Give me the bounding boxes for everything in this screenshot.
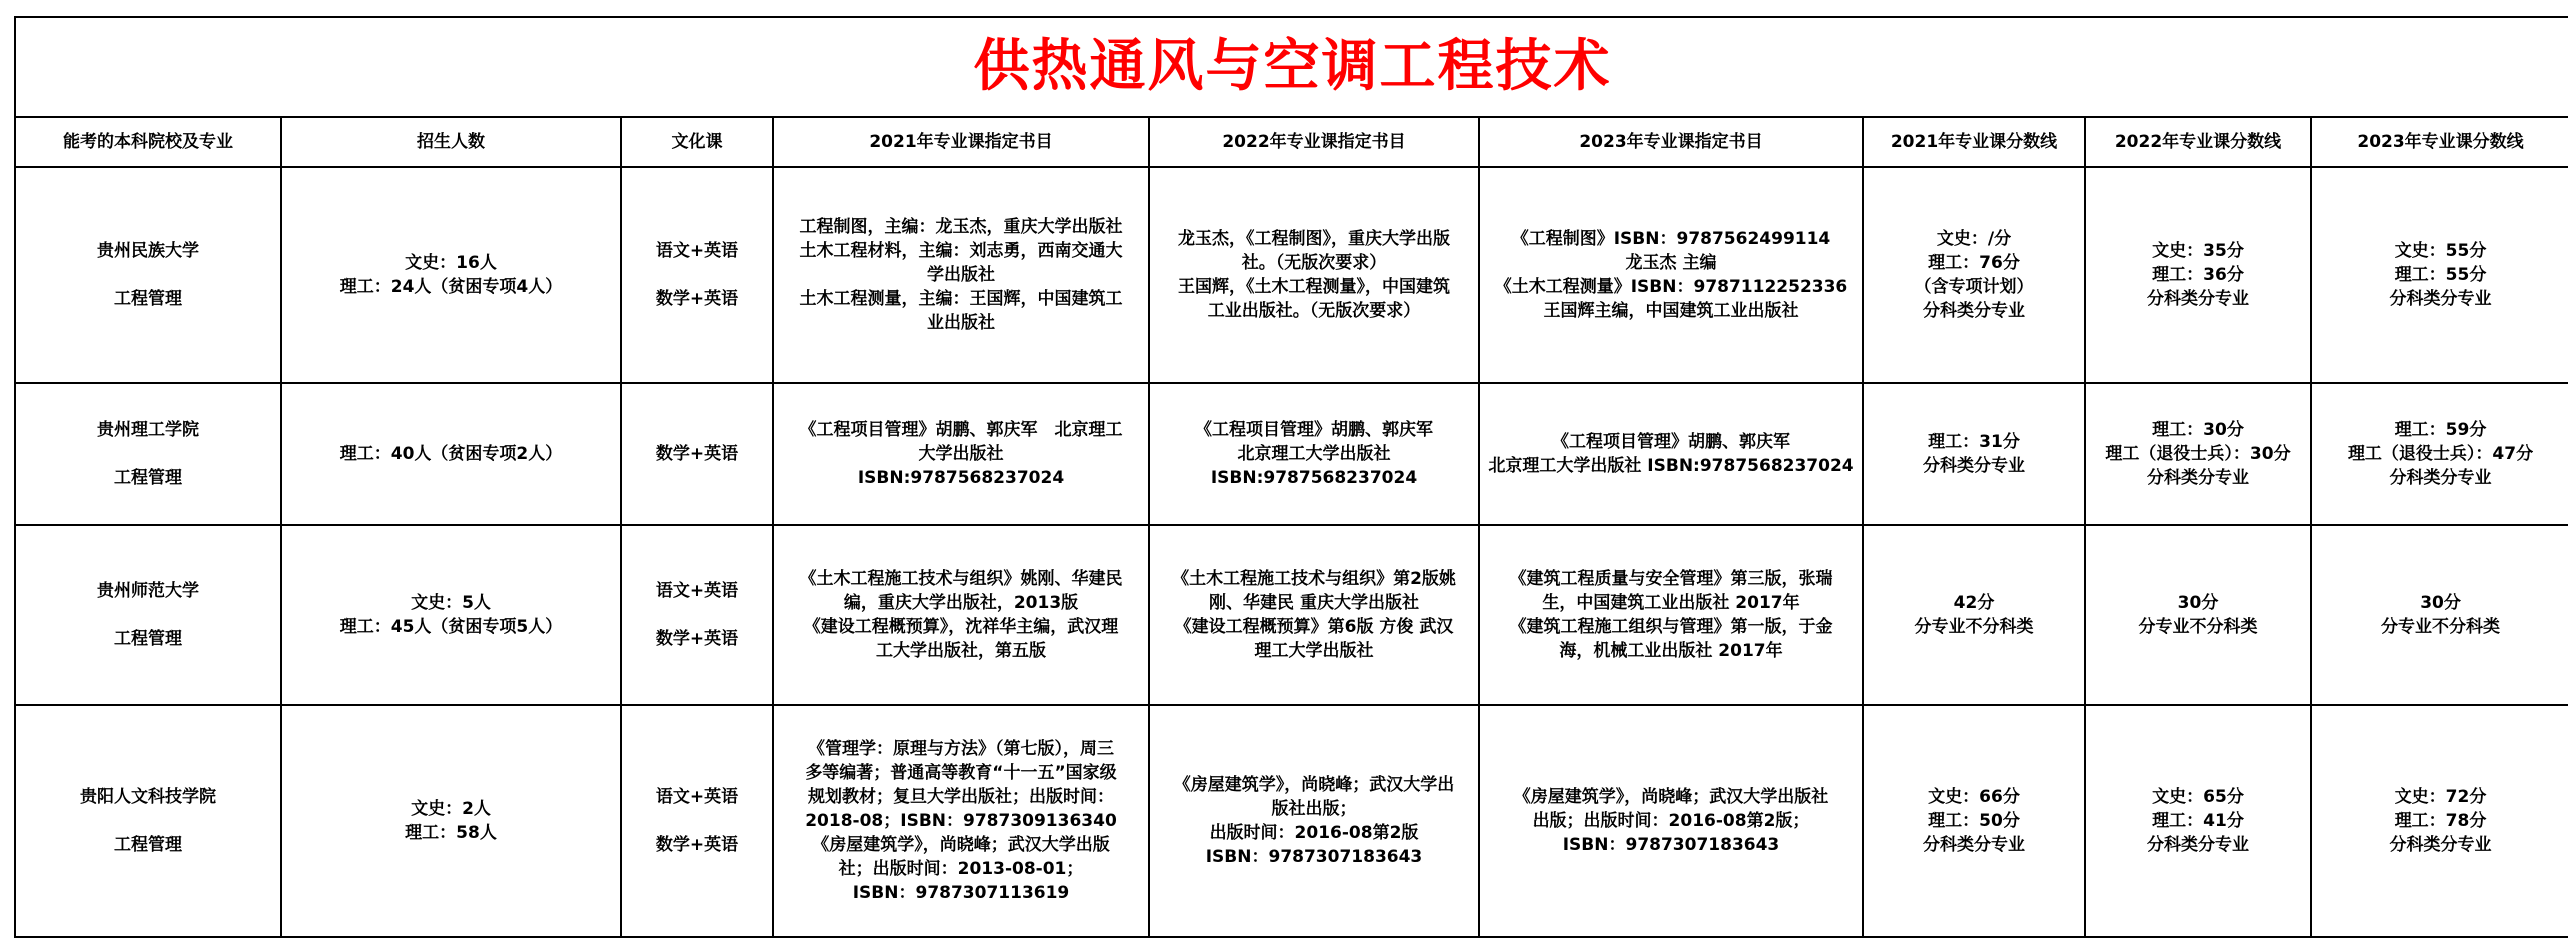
books-2021-cell — [773, 167, 1149, 383]
school-cell — [15, 383, 281, 525]
enrollment-line: 文史：16人 — [405, 253, 497, 273]
school-cell — [15, 705, 281, 937]
score-2023-cell — [2311, 383, 2568, 525]
score-line: 分科类分专业 — [2389, 468, 2492, 488]
books-2021-cell — [773, 525, 1149, 705]
score-line: 分专业不分科类 — [2381, 617, 2501, 637]
book-line: 《工程项目管理》胡鹏、郭庆军 — [1195, 420, 1433, 440]
score-line: 分科类分专业 — [2389, 835, 2492, 855]
book-line: 《工程制图》ISBN：9787562499114 — [1511, 229, 1831, 249]
book-line: 规划教材；复旦大学出版社；出版时间： — [808, 787, 1114, 807]
score-2023-cell — [2311, 167, 2568, 383]
book-line: 出版时间：2016-08第2版 — [1209, 823, 1419, 843]
score-2022-cell — [2085, 525, 2311, 705]
enrollment-line: 理工：45人（贫困专项5人） — [339, 617, 563, 637]
score-line: 分科类分专业 — [2147, 468, 2249, 488]
school-cell — [15, 167, 281, 383]
book-line: 刚、华建民 重庆大学出版社 — [1209, 593, 1419, 613]
book-line: ISBN：9787307183643 — [1205, 847, 1423, 867]
book-line: 业出版社 — [927, 313, 995, 333]
books-2022-cell — [1149, 167, 1479, 383]
score-2021-cell — [1863, 167, 2085, 383]
table-row — [15, 383, 2568, 525]
book-line: 生，中国建筑工业出版社 2017年 — [1542, 593, 1800, 613]
score-line: 理工：31分 — [1928, 432, 2020, 452]
score-line: 文史：35分 — [2152, 241, 2244, 261]
books-2023-cell — [1479, 525, 1863, 705]
school-name: 贵州师范大学 — [97, 581, 199, 601]
header-cell: 2022年专业课分数线 — [2085, 117, 2311, 167]
score-line: 分科类分专业 — [1923, 456, 2025, 476]
title-cell — [15, 17, 2568, 117]
culture-line: 语文+英语 — [655, 241, 739, 261]
score-line: 理工（退役士兵）：30分 — [2105, 444, 2291, 464]
header-cell: 招生人数 — [281, 117, 621, 167]
score-2022-cell — [2085, 705, 2311, 937]
books-2023-cell — [1479, 705, 1863, 937]
score-line: 理工：50分 — [1928, 811, 2020, 831]
score-line: 分科类分专业 — [1923, 301, 2025, 321]
score-line: 理工：30分 — [2152, 420, 2244, 440]
score-line: 分科类分专业 — [1923, 835, 2025, 855]
score-line: 分科类分专业 — [2389, 289, 2492, 309]
book-line: 《管理学：原理与方法》（第七版），周三 — [808, 739, 1114, 759]
book-line: 编，重庆大学出版社，2013版 — [843, 593, 1079, 613]
major-name: 工程管理 — [114, 468, 182, 488]
book-line: 《工程项目管理》胡鹏、郭庆军 北京理工 — [799, 420, 1123, 440]
culture-line: 数学+英语 — [655, 289, 739, 309]
score-line: 文史：65分 — [2152, 787, 2244, 807]
enrollment-cell — [281, 705, 621, 937]
enrollment-line: 文史：5人 — [411, 593, 491, 613]
header-cell: 2022年专业课指定书目 — [1149, 117, 1479, 167]
book-line: ISBN:9787568237024 — [1210, 468, 1418, 488]
culture-cell — [621, 383, 773, 525]
books-2022-cell — [1149, 525, 1479, 705]
book-line: 《工程项目管理》胡鹏、郭庆军 — [1552, 432, 1790, 452]
spreadsheet — [14, 16, 2568, 928]
table-row — [15, 167, 2568, 383]
score-2021-cell — [1863, 525, 2085, 705]
school-cell — [15, 525, 281, 705]
score-line: 分科类分专业 — [2147, 835, 2249, 855]
book-line: 《建设工程概预算》第6版 方俊 武汉 — [1174, 617, 1454, 637]
book-line: 王国辉主编，中国建筑工业出版社 — [1543, 301, 1799, 321]
enrollment-line: 文史：2人 — [411, 799, 491, 819]
score-line: （含专项计划） — [1914, 277, 2034, 297]
score-2022-cell — [2085, 167, 2311, 383]
culture-cell — [621, 167, 773, 383]
enrollment-line: 理工：40人（贫困专项2人） — [339, 444, 563, 464]
score-line: 理工：78分 — [2394, 811, 2487, 831]
book-line: 北京理工大学出版社 — [1237, 444, 1391, 464]
book-line: 工程制图，主编：龙玉杰，重庆大学出版社 — [799, 217, 1123, 237]
book-line: 工业出版社。（无版次要求） — [1207, 301, 1421, 321]
book-line: 出版；出版时间：2016-08第2版； — [1532, 811, 1810, 831]
score-line: 30分 — [2420, 593, 2461, 613]
books-2022-cell — [1149, 383, 1479, 525]
book-line: 大学出版社 — [918, 444, 1004, 464]
header-cell: 2021年专业课分数线 — [1863, 117, 2085, 167]
book-line: ISBN：9787307113619 — [852, 883, 1070, 903]
school-name: 贵州民族大学 — [97, 241, 199, 261]
header-cell: 2023年专业课指定书目 — [1479, 117, 1863, 167]
table-row — [15, 705, 2568, 937]
books-2023-cell — [1479, 167, 1863, 383]
score-line: 理工（退役士兵）：47分 — [2347, 444, 2534, 464]
score-line: 理工：36分 — [2152, 265, 2244, 285]
enrollment-cell — [281, 383, 621, 525]
page-title: 供热通风与空调工程技术 — [973, 34, 1612, 99]
book-line: 《房屋建筑学》，尚晓峰；武汉大学出版 — [812, 835, 1110, 855]
score-line: 理工：59分 — [2394, 420, 2487, 440]
school-name: 贵阳人文科技学院 — [80, 787, 216, 807]
score-line: 42分 — [1953, 593, 1995, 613]
book-line: 《房屋建筑学》，尚晓峰；武汉大学出版社 — [1513, 787, 1829, 807]
major-name: 工程管理 — [114, 835, 182, 855]
books-2021-cell — [773, 705, 1149, 937]
book-line: 海，机械工业出版社 2017年 — [1559, 641, 1783, 661]
book-line: 土木工程材料，主编：刘志勇，西南交通大 — [799, 241, 1123, 261]
score-line: 文史：/分 — [1936, 229, 2012, 249]
culture-line: 数学+英语 — [655, 629, 739, 649]
culture-line: 语文+英语 — [655, 581, 739, 601]
culture-line: 数学+英语 — [655, 835, 739, 855]
score-line: 文史：55分 — [2394, 241, 2487, 261]
score-line: 分科类分专业 — [2147, 289, 2249, 309]
books-2023-cell — [1479, 383, 1863, 525]
book-line: 《土木工程施工技术与组织》姚刚、华建民 — [799, 569, 1123, 589]
enrollment-cell — [281, 167, 621, 383]
books-2022-cell — [1149, 705, 1479, 937]
admission-table — [14, 16, 2568, 938]
book-line: 《土木工程施工技术与组织》第2版姚 — [1172, 569, 1456, 589]
culture-cell — [621, 525, 773, 705]
book-line: 《建设工程概预算》，沈祥华主编，武汉理 — [803, 617, 1119, 637]
culture-cell — [621, 705, 773, 937]
enrollment-line: 理工：24人（贫困专项4人） — [339, 277, 563, 297]
book-line: 社；出版时间：2013-08-01； — [838, 859, 1084, 879]
header-cell: 文化课 — [621, 117, 773, 167]
book-line: 《土木工程测量》ISBN：9787112252336 — [1494, 277, 1848, 297]
culture-line: 数学+英语 — [655, 444, 739, 464]
book-line: 北京理工大学出版社 ISBN:9787568237024 — [1488, 456, 1854, 476]
school-name: 贵州理工学院 — [97, 420, 199, 440]
culture-line: 语文+英语 — [655, 787, 739, 807]
book-line: 工大学出版社，第五版 — [876, 641, 1046, 661]
score-2023-cell — [2311, 525, 2568, 705]
header-cell: 2023年专业课分数线 — [2311, 117, 2568, 167]
score-2022-cell — [2085, 383, 2311, 525]
book-line: 王国辉，《土木工程测量》，中国建筑 — [1178, 277, 1450, 297]
score-line: 分专业不分科类 — [1914, 617, 2034, 637]
header-cell: 能考的本科院校及专业 — [15, 117, 281, 167]
books-2021-cell — [773, 383, 1149, 525]
book-line: 龙玉杰，《工程制图》，重庆大学出版 — [1178, 229, 1450, 249]
header-row — [15, 117, 2568, 167]
book-line: 学出版社 — [927, 265, 995, 285]
book-line: ISBN:9787568237024 — [857, 468, 1065, 488]
book-line: 理工大学出版社 — [1254, 641, 1374, 661]
book-line: 土木工程测量，主编：王国辉，中国建筑工 — [799, 289, 1123, 309]
score-line: 文史：66分 — [1928, 787, 2020, 807]
score-2021-cell — [1863, 383, 2085, 525]
header-cell: 2021年专业课指定书目 — [773, 117, 1149, 167]
major-name: 工程管理 — [114, 289, 182, 309]
book-line: ISBN：9787307183643 — [1562, 835, 1780, 855]
score-2021-cell — [1863, 705, 2085, 937]
book-line: 《房屋建筑学》，尚晓峰；武汉大学出 — [1173, 775, 1455, 795]
score-line: 理工：55分 — [2394, 265, 2487, 285]
book-line: 版社出版； — [1271, 799, 1357, 819]
book-line: 龙玉杰 主编 — [1625, 253, 1717, 273]
table-row — [15, 525, 2568, 705]
enrollment-line: 理工：58人 — [405, 823, 497, 843]
book-line: 《建筑工程质量与安全管理》第三版，张瑞 — [1509, 569, 1833, 589]
book-line: 多等编著；普通高等教育“十一五”国家级 — [805, 763, 1117, 783]
score-2023-cell — [2311, 705, 2568, 937]
major-name: 工程管理 — [114, 629, 182, 649]
score-line: 分专业不分科类 — [2138, 617, 2258, 637]
score-line: 理工：41分 — [2152, 811, 2244, 831]
score-line: 30分 — [2177, 593, 2219, 613]
book-line: 社。（无版次要求） — [1241, 253, 1387, 273]
score-line: 文史：72分 — [2394, 787, 2487, 807]
book-line: 2018-08；ISBN：9787309136340 — [805, 811, 1117, 831]
score-line: 理工：76分 — [1928, 253, 2020, 273]
enrollment-cell — [281, 525, 621, 705]
book-line: 《建筑工程施工组织与管理》第一版，于金 — [1509, 617, 1833, 637]
